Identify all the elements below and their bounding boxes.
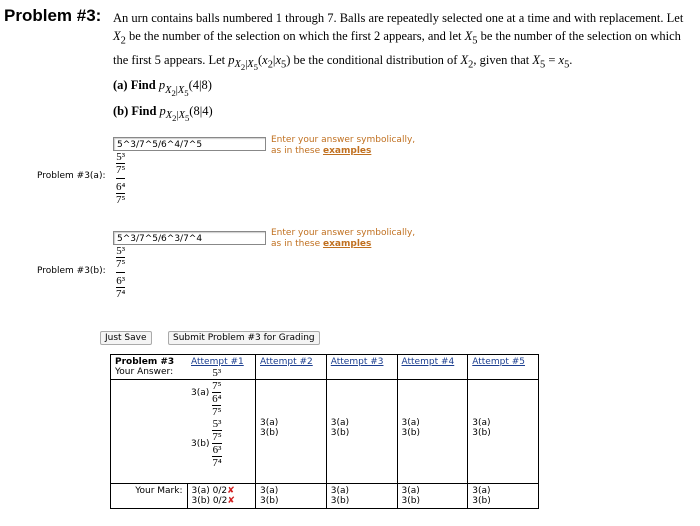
attempts-header: Problem #3 Your Answer: [111, 355, 188, 380]
attempt-5-mark: 3(a) 3(b) [468, 484, 539, 509]
wrong-mark-icon: ✘ [227, 496, 235, 506]
problem-statement: An urn contains balls numbered 1 through 7. Balls are repeatedly selected one at a time and with replacement. Let $X_2$ be the number of the selection on which the first 2 appears, and let $X_5$ be the number of the selection on which the first 5 appears. Let $p_{X_2|X_5}(x_2|x_5)$ be the conditional distribution of $X_2$, given that $X_5 = x_5$. [113, 11, 684, 73]
attempt-2-col [256, 355, 327, 380]
submit-button[interactable]: Submit Problem #3 for Grading [168, 331, 320, 345]
answer-a-label: Problem #3(a): [37, 171, 106, 181]
parts-list [113, 76, 213, 127]
examples-link[interactable]: examples [323, 239, 372, 249]
part-b-text: (b) Find $p_{X_2|X_5}(8|4)$ [113, 103, 213, 124]
answer-a-hint: Enter your answer symbolically, as in these examples [271, 135, 416, 156]
wrong-mark-icon: ✘ [227, 486, 235, 496]
attempt-3-col [326, 355, 397, 380]
your-mark-label: Your Mark: [111, 484, 188, 509]
just-save-button[interactable]: Just Save [100, 331, 152, 345]
attempt-5-link[interactable]: Attempt #5 [472, 357, 525, 367]
attempt-2-link[interactable]: Attempt #2 [260, 357, 313, 367]
attempt-3-answers: 3(a) 3(b) [326, 380, 397, 484]
attempt-3-link[interactable]: Attempt #3 [330, 357, 384, 367]
answer-b-preview: $\frac{\frac{\text{5³}}{\text{7⁵}}}{\frac{\text{6³}}{\text{7⁴}}}$ [116, 245, 126, 300]
attempt-4-answers: 3(a) 3(b) [397, 380, 468, 484]
attempt-4-mark: 3(a) 3(b) [397, 484, 468, 509]
answer-a-input[interactable]: 5^3/7^5/6^4/7^5 [113, 137, 266, 151]
attempt-1-mark: 3(a) 0/2✘ 3(b) 0/2✘ [187, 484, 256, 509]
examples-link[interactable]: examples [323, 146, 372, 156]
attempt-1-answers: 3(a) $\frac{\frac{\text{5³}}{\text{7⁵}}}{\frac{\text{6⁴}}{\text{7⁵}}}$ 3(b) $\frac{\frac{\text{5³}}{\text{7⁵}}}{\frac{\text{6³}}{\text{7⁴}}}$ [187, 380, 256, 484]
answer-b-hint: Enter your answer symbolically, as in these examples [271, 228, 416, 249]
attempt-2-answers: 3(a) 3(b) [256, 380, 327, 484]
attempts-table [110, 354, 539, 509]
attempt-4-col [397, 355, 468, 380]
problem-title: Problem #3: [4, 6, 102, 25]
your-answer-label: Your Answer: [115, 367, 174, 377]
attempt-1-link[interactable]: Attempt #1 [191, 357, 244, 367]
part-a-text: (a) Find $p_{X_2|X_5}(4|8)$ [113, 78, 212, 98]
answer-b-input[interactable]: 5^3/7^5/6^3/7^4 [113, 231, 266, 245]
answer-b-label: Problem #3(b): [37, 266, 106, 276]
attempt-5-col [468, 355, 539, 380]
attempt-5-answers: 3(a) 3(b) [468, 380, 539, 484]
attempt-2-mark: 3(a) 3(b) [256, 484, 327, 509]
attempt-4-link[interactable]: Attempt #4 [401, 357, 455, 367]
attempt-3-mark: 3(a) 3(b) [326, 484, 397, 509]
answer-a-preview: $\frac{\frac{\text{5³}}{\text{7⁵}}}{\frac{\text{6⁴}}{\text{7⁵}}}$ [116, 151, 126, 206]
